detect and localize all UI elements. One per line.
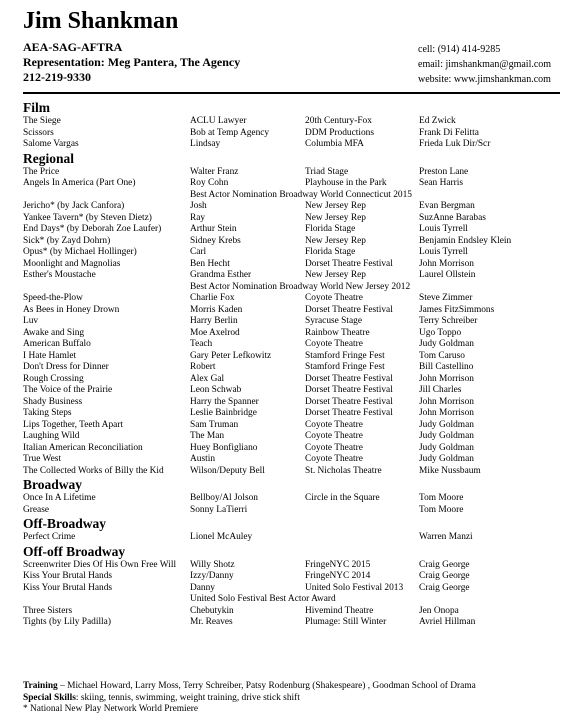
credit-production: Shady Business [23, 396, 83, 407]
credit-production: Tights (by Lily Padilla) [23, 617, 111, 627]
credit-director: Jill Charles [419, 385, 462, 395]
credit-production: The Collected Works of Billy the Kid [23, 465, 164, 476]
credit-role: Wilson/Deputy Bell [190, 465, 265, 476]
credit-production: Screenwriter Dies Of His Own Free Will [23, 559, 177, 570]
credit-row [23, 270, 563, 282]
credit-row [23, 247, 563, 259]
credit-role: Sonny LaTierri [190, 504, 248, 515]
credit-venue: New Jersey Rep [305, 201, 366, 211]
section-title: Off-Broadway [23, 516, 106, 531]
credit-venue: Coyote Theatre [305, 431, 363, 441]
credit-row [23, 571, 563, 583]
credit-role: Bob at Temp Agency [190, 127, 270, 138]
credit-venue: Dorset Theatre Festival [305, 396, 393, 407]
credit-director: Evan Bergman [419, 201, 475, 211]
credit-row [23, 259, 563, 271]
credit-role: Carl [190, 247, 207, 257]
credit-venue: Triad Stage [305, 166, 349, 177]
training-label: Training [23, 681, 58, 691]
credit-role: Leon Schwab [190, 385, 242, 395]
credit-venue: Coyote Theatre [305, 339, 363, 349]
credit-production: The Price [23, 166, 60, 177]
credit-row [23, 339, 563, 351]
credit-production: I Hate Hamlet [23, 350, 77, 361]
union-affiliations: AEA-SAG-AFTRA [23, 40, 123, 54]
agency-phone: 212-219-9330 [23, 70, 91, 84]
credit-production: Awake and Sing [23, 327, 85, 338]
credit-row [23, 128, 563, 140]
credit-role: Austin [190, 454, 216, 464]
credit-venue: Rainbow Theatre [305, 327, 370, 338]
credit-venue: St. Nicholas Theatre [305, 465, 382, 476]
credit-director: Tom Moore [419, 504, 464, 515]
credit-row [23, 431, 563, 443]
credit-role: Ben Hecht [190, 258, 230, 269]
credit-production: True West [23, 454, 62, 464]
credit-production: Rough Crossing [23, 373, 84, 384]
credit-role: Arthur Stein [190, 224, 237, 234]
credit-production: Angels In America (Part One) [23, 178, 136, 188]
award-note: Best Actor Nomination Broadway World New Jersey 2012 [190, 281, 411, 292]
credits-list [23, 100, 563, 629]
credit-director: Jen Onopa [419, 605, 459, 616]
credit-row [23, 583, 563, 595]
credit-director: Craig George [419, 582, 470, 593]
credit-role: Mr. Reaves [190, 617, 233, 627]
credit-director: Sean Harris [419, 178, 463, 188]
credit-production: Luv [23, 316, 39, 326]
credit-row [23, 167, 563, 179]
credit-row [23, 178, 563, 190]
credit-role: Huey Bonfigliano [190, 442, 258, 453]
credit-role: Sam Truman [190, 419, 239, 430]
credit-venue: Stamford Fringe Fest [305, 350, 385, 361]
credit-row [23, 454, 563, 466]
credit-row [23, 236, 563, 248]
credit-row [23, 493, 563, 505]
credit-venue: Coyote Theatre [305, 419, 363, 430]
credit-venue: DDM Productions [305, 127, 375, 138]
credit-venue: Coyote Theatre [305, 442, 363, 453]
section-title: Regional [23, 150, 75, 166]
skills-label: Special Skills [23, 692, 76, 703]
credit-production: Laughing Wild [23, 431, 80, 441]
credit-venue: 20th Century-Fox [305, 116, 372, 126]
credit-row [23, 420, 563, 432]
skills-text: : skiing, tennis, swimming, weight training, drive stick shift [75, 692, 300, 703]
credit-role: ACLU Lawyer [190, 116, 247, 126]
credit-director: Judy Goldman [419, 431, 474, 441]
credit-row [23, 213, 563, 225]
header-divider [23, 92, 560, 94]
credit-production: Sick* (by Zayd Dohrn) [23, 235, 111, 246]
credit-director: John Morrison [419, 396, 474, 407]
credit-director: Terry Schreiber [419, 316, 478, 326]
credit-venue: New Jersey Rep [305, 212, 366, 223]
credit-venue: Florida Stage [305, 247, 356, 257]
credit-director: Frank Di Felitta [419, 127, 479, 138]
credit-director: Frieda Luk Dir/Scr [419, 139, 491, 149]
credit-director: Avriel Hillman [419, 617, 476, 627]
credit-director: Steve Zimmer [419, 293, 473, 303]
credit-director: John Morrison [419, 373, 474, 384]
credit-row [23, 316, 563, 328]
credit-production: Kiss Your Brutal Hands [23, 571, 113, 581]
credit-venue: Plumage: Still Winter [305, 617, 387, 627]
credit-director: Louis Tyrrell [419, 247, 468, 257]
credit-director: Ed Zwick [419, 116, 456, 126]
credit-production: Once In A Lifetime [23, 493, 96, 503]
credit-row [23, 385, 563, 397]
credit-venue: Syracuse Stage [305, 316, 363, 326]
credit-role: Alex Gal [190, 373, 225, 384]
credit-role: Robert [190, 362, 216, 372]
credit-role: Charlie Fox [190, 293, 235, 303]
credit-production: Opus* (by Michael Hollinger) [23, 247, 137, 257]
credit-venue: Florida Stage [305, 224, 356, 234]
header-left [23, 40, 240, 85]
credit-role: Grandma Esther [190, 270, 252, 280]
premiere-note: * National New Play Network World Premiere [23, 704, 199, 714]
credit-role: Willy Shotz [190, 559, 235, 570]
credit-director: Judy Goldman [419, 442, 474, 453]
website[interactable]: website: www.jimshankman.com [418, 74, 551, 85]
credit-production: Don't Dress for Dinner [23, 362, 109, 372]
credit-director: John Morrison [419, 258, 474, 269]
credit-venue: Circle in the Square [305, 493, 380, 503]
credit-row [23, 397, 563, 409]
credit-production: Speed-the-Plow [23, 293, 83, 303]
credit-role: Bellboy/Al Jolson [190, 493, 258, 503]
credit-role: Harry Berlin [190, 316, 238, 326]
credit-role: Danny [190, 582, 215, 593]
credit-director: Bill Castellino [419, 362, 474, 372]
footer [23, 681, 563, 716]
credit-role: Moe Axelrod [190, 327, 240, 338]
credit-production: Kiss Your Brutal Hands [23, 582, 113, 593]
credit-venue: Dorset Theatre Festival [305, 258, 393, 269]
section-title: Off-off Broadway [23, 543, 126, 559]
credit-production: Perfect Crime [23, 532, 76, 542]
actor-name: Jim Shankman [23, 8, 179, 34]
credit-row [23, 560, 563, 572]
credit-role: Josh [190, 201, 207, 211]
credit-director: Judy Goldman [419, 339, 474, 349]
credit-venue: United Solo Festival 2013 [305, 582, 404, 593]
credit-venue: Stamford Fringe Fest [305, 362, 385, 372]
credit-role: Roy Cohn [190, 178, 229, 188]
credit-role: Walter Franz [190, 166, 239, 177]
credit-row [23, 374, 563, 386]
representation: Representation: Meg Pantera, The Agency [23, 55, 241, 69]
credit-row [23, 201, 563, 213]
credit-director: Judy Goldman [419, 419, 474, 430]
credit-production: Salome Vargas [23, 139, 79, 149]
credit-production: Lips Together, Teeth Apart [23, 419, 124, 430]
credit-venue: New Jersey Rep [305, 235, 366, 246]
credit-row [23, 408, 563, 420]
credit-role: Teach [190, 339, 213, 349]
credit-production: Italian American Reconciliation [23, 442, 143, 453]
credit-venue: Dorset Theatre Festival [305, 385, 393, 395]
section-title: Broadway [23, 477, 83, 492]
award-note: United Solo Festival Best Actor Award [190, 594, 336, 604]
credit-director: Benjamin Endsley Klein [419, 235, 512, 246]
credit-role: Chebutykin [190, 605, 234, 616]
email[interactable]: email: jimshankman@gmail.com [418, 59, 552, 70]
credit-role: Ray [190, 212, 206, 223]
credit-production: End Days* (by Deborah Zoe Laufer) [23, 224, 162, 234]
credit-production: Yankee Tavern* (by Steven Dietz) [23, 212, 152, 223]
credit-production: Three Sisters [23, 605, 73, 616]
credit-row [23, 116, 563, 128]
credit-row [23, 293, 563, 305]
credit-production: Jericho* (by Jack Canfora) [23, 201, 125, 211]
credit-role: Leslie Bainbridge [190, 408, 257, 418]
credit-row [23, 305, 563, 317]
credit-director: John Morrison [419, 408, 474, 418]
credit-role: Izzy/Danny [190, 571, 234, 581]
credit-production: Scissors [23, 127, 54, 138]
training-line [23, 681, 563, 693]
credit-role: Harry the Spanner [190, 396, 259, 407]
credit-row [23, 362, 563, 374]
credit-role: Lionel McAuley [190, 532, 253, 542]
credit-director: Warren Manzi [419, 532, 473, 542]
credit-director: Laurel Ollstein [419, 270, 476, 280]
credit-director: Craig George [419, 571, 470, 581]
credit-role: Sidney Krebs [190, 235, 241, 246]
credit-director: Louis Tyrrell [419, 224, 468, 234]
credit-venue: Columbia MFA [305, 139, 364, 149]
credit-production: The Voice of the Prairie [23, 385, 113, 395]
credit-venue: Dorset Theatre Festival [305, 373, 393, 384]
skills-line [23, 693, 563, 705]
credit-venue: New Jersey Rep [305, 270, 366, 280]
credit-venue: Dorset Theatre Festival [305, 408, 393, 418]
credit-director: James FitzSimmons [419, 304, 495, 315]
contact-info [418, 42, 551, 87]
credit-row [23, 443, 563, 455]
credit-production: As Bees in Honey Drown [23, 304, 120, 315]
credit-production: Grease [23, 504, 50, 515]
credit-row [23, 505, 563, 517]
credit-director: Tom Caruso [419, 350, 465, 361]
credit-director: Craig George [419, 559, 470, 570]
credit-venue: Coyote Theatre [305, 293, 363, 303]
credit-production: Moonlight and Magnolias [23, 258, 121, 269]
credit-production: The Siege [23, 116, 61, 126]
credit-row [23, 606, 563, 618]
award-note: Best Actor Nomination Broadway World Connecticut 2015 [190, 189, 412, 200]
credit-production: American Buffalo [23, 339, 91, 349]
credit-row [23, 532, 563, 544]
credit-director: Tom Moore [419, 493, 464, 503]
section-title: Film [23, 100, 50, 115]
credit-role: Morris Kaden [190, 304, 243, 315]
credit-row [23, 466, 563, 478]
credit-venue: Coyote Theatre [305, 454, 363, 464]
credit-row [23, 328, 563, 340]
credit-row [23, 351, 563, 363]
credit-venue: FringeNYC 2014 [305, 571, 371, 581]
credit-venue: Hivemind Theatre [305, 605, 374, 616]
training-text: – Michael Howard, Larry Moss, Terry Schreiber, Patsy Rodenburg (Shakespeare) , Goodman School of Drama [57, 681, 476, 691]
credit-role: Lindsay [190, 139, 221, 149]
credit-venue: Playhouse in the Park [305, 178, 387, 188]
credit-venue: Dorset Theatre Festival [305, 304, 393, 315]
credit-role: The Man [190, 431, 225, 441]
credit-director: SuzAnne Barabas [419, 212, 486, 223]
credit-row [23, 617, 563, 629]
credit-row [23, 139, 563, 151]
credit-director: Judy Goldman [419, 454, 474, 464]
cell-phone: cell: (914) 414-9285 [418, 44, 501, 55]
credit-production: Taking Steps [23, 408, 72, 418]
credit-director: Preston Lane [419, 166, 469, 177]
credit-production: Esther's Moustache [23, 270, 96, 280]
credit-director: Mike Nussbaum [419, 465, 481, 476]
credit-role: Gary Peter Lefkowitz [190, 350, 272, 361]
credit-director: Ugo Toppo [419, 327, 462, 338]
credit-row [23, 224, 563, 236]
credit-venue: FringeNYC 2015 [305, 559, 371, 570]
